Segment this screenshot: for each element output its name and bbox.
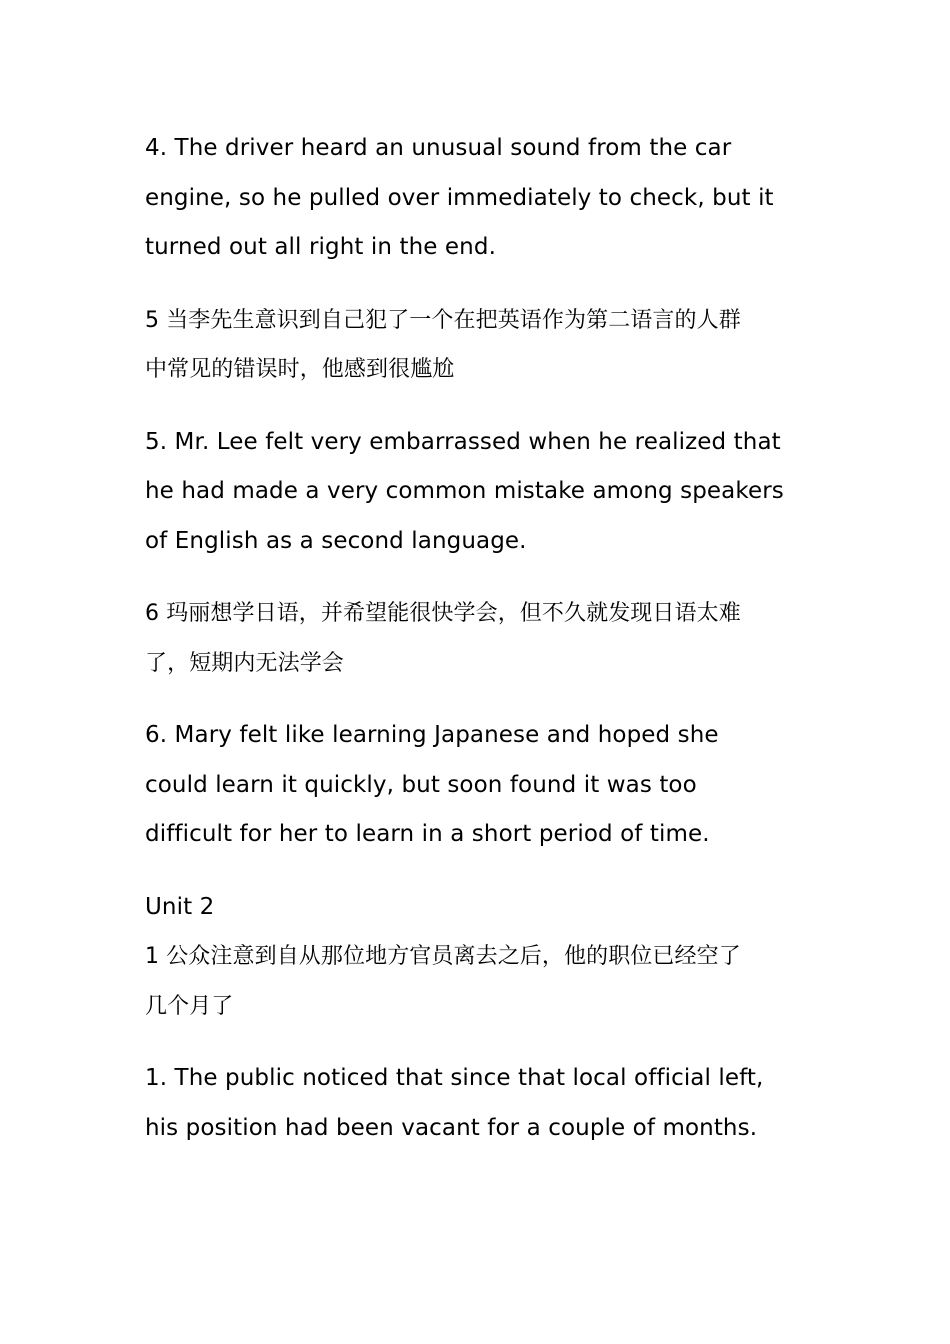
text-line: of English as a second language.: [145, 527, 527, 554]
paragraph-4-english: [145, 124, 810, 273]
document-page: [145, 124, 810, 1153]
paragraph-5-chinese: [145, 296, 810, 395]
text-line: 几个月了: [145, 993, 234, 1019]
text-line: 5. Mr. Lee felt very embarrassed when he realized that: [145, 428, 781, 455]
text-line: difficult for her to learn in a short period of time.: [145, 821, 710, 847]
text-line: 了，短期内无法学会: [145, 650, 344, 676]
text-line: 6 玛丽想学日语，并希望能很快学会，但不久就发现日语太难: [145, 601, 741, 626]
text-line: Unit 2: [145, 893, 215, 920]
text-line: turned out all right in the end.: [145, 234, 496, 260]
text-line: engine, so he pulled over immediately to check, but it: [145, 184, 774, 211]
text-line: could learn it quickly, but soon found it was too: [145, 771, 697, 798]
text-line: 6. Mary felt like learning Japanese and hoped she: [145, 722, 719, 748]
text-line: 1 公众注意到自从那位地方官员离去之后，他的职位已经空了: [145, 944, 741, 969]
unit-2-heading: [145, 883, 810, 933]
text-line: 中常见的错误时，他感到很尴尬: [145, 357, 455, 382]
text-line: he had made a very common mistake among speakers: [145, 478, 784, 504]
text-line: his position had been vacant for a couple of months.: [145, 1114, 758, 1141]
paragraph-6-english: [145, 711, 810, 860]
paragraph-5-english: [145, 418, 810, 567]
unit-2-paragraph-1-chinese: [145, 932, 810, 1031]
text-line: 1. The public noticed that since that local official left,: [145, 1065, 764, 1091]
text-line: 5 当李先生意识到自己犯了一个在把英语作为第二语言的人群: [145, 307, 741, 333]
paragraph-6-chinese: [145, 589, 810, 688]
unit-2-paragraph-1-english: [145, 1054, 810, 1153]
text-line: 4. The driver heard an unusual sound from the car: [145, 135, 732, 161]
